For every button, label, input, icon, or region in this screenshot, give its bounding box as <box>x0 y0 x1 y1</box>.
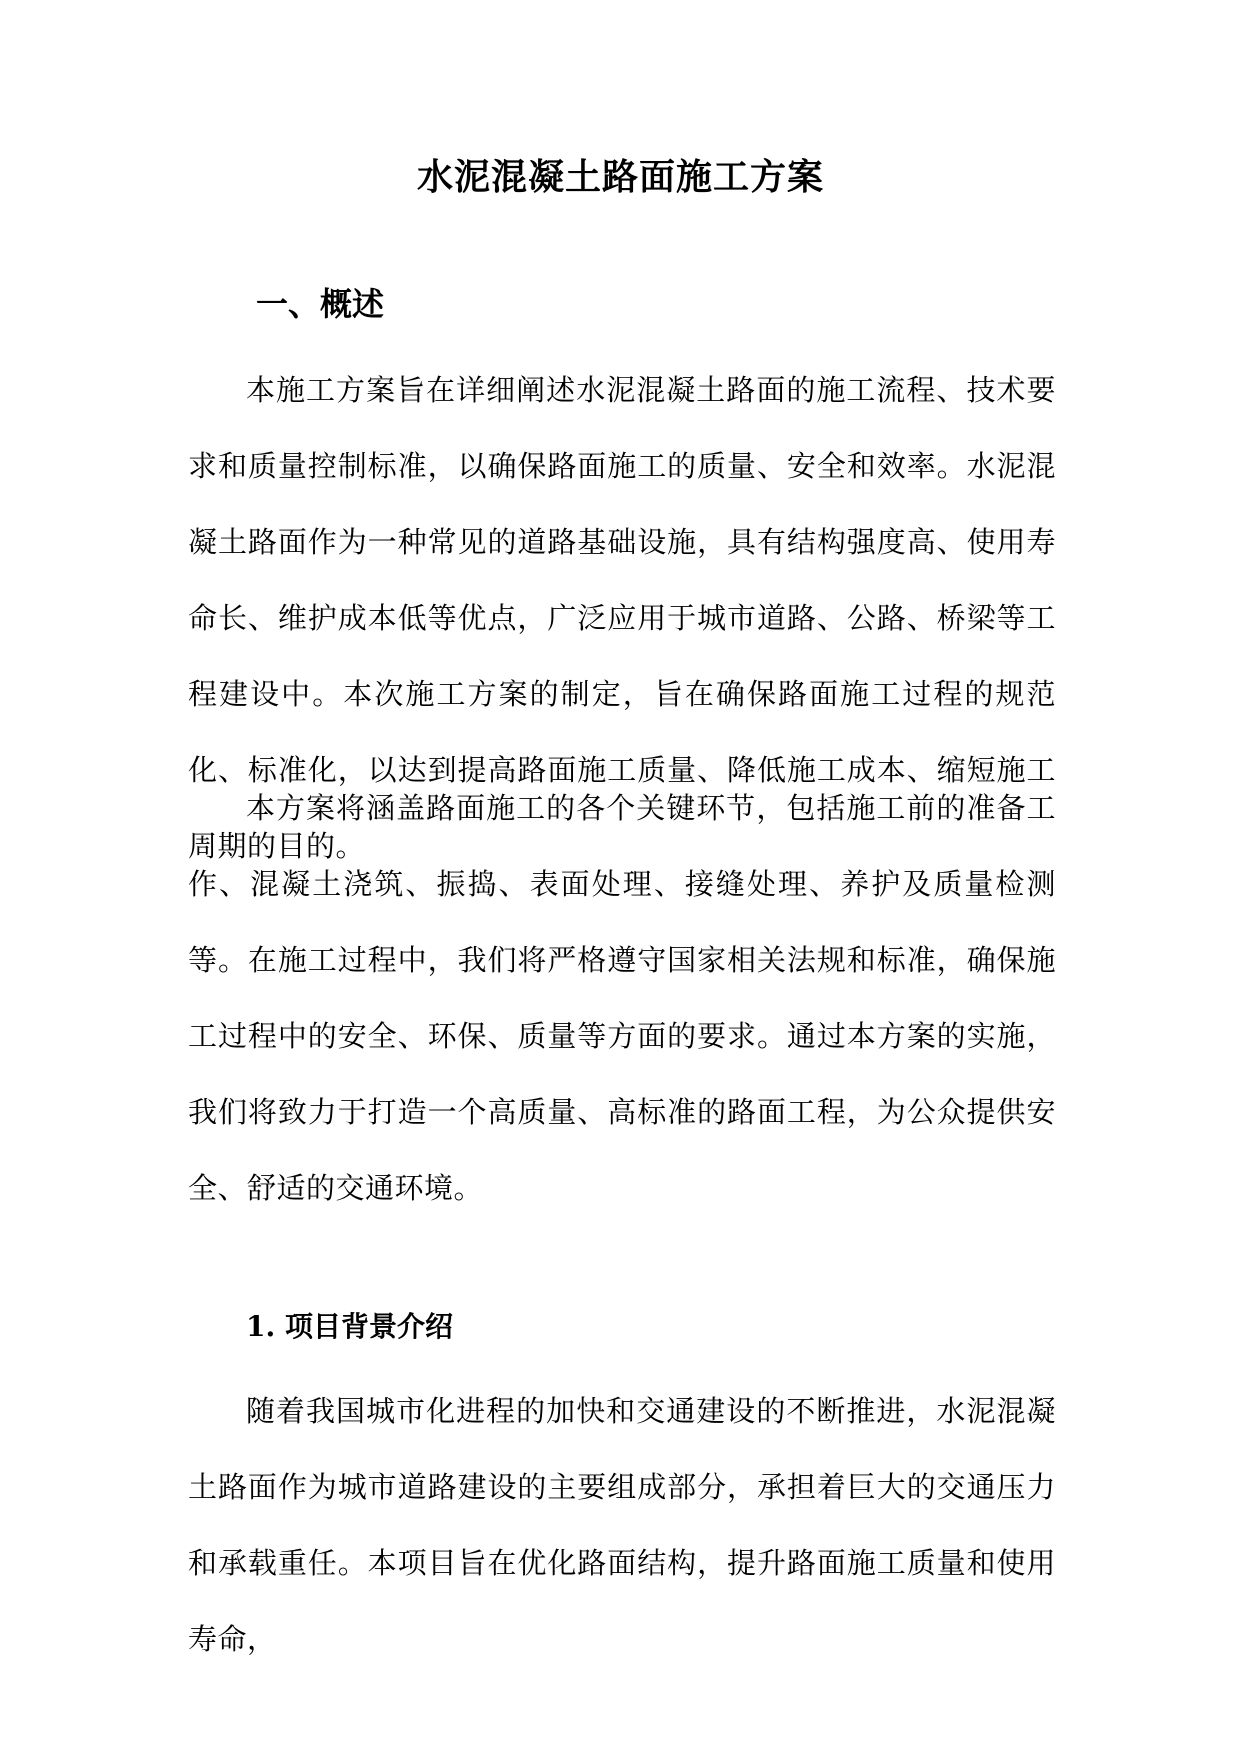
overview-paragraph-1: 本施工方案旨在详细阐述水泥混凝土路面的施工流程、技术要求和质量控制标准，以确保路面施工的质量、安全和效率。水泥混凝土路面作为一种常见的道路基础设施，具有结构强度高、使用寿命长、维护成本低等优点，广泛应用于城市道路、公路、桥梁等工程建设中。本次施工方案的制定，旨在确保路面施工过程的规范化、标准化，以达到提高路面施工质量、降低施工成本、缩短施工周期的目的。 <box>188 373 1056 863</box>
project-background-paragraph-1: 随着我国城市化进程的加快和交通建设的不断推进，水泥混凝土路面作为城市道路建设的主要组成部分，承担着巨大的交通压力和承载重任。本项目旨在优化路面结构，提升路面施工质量和使用寿命， <box>188 1394 1056 1656</box>
subsection-heading-project-background: 1. 项目背景介绍 <box>246 1310 453 1343</box>
overview-paragraph-2: 本方案将涵盖路面施工的各个关键环节，包括施工前的准备工作、混凝土浇筑、振捣、表面处理、接缝处理、养护及质量检测等。在施工过程中，我们将严格遵守国家相关法规和标准，确保施工过程中的安全、环保、质量等方面的要求。通过本方案的实施，我们将致力于打造一个高质量、高标准的路面工程，为公众提供安全、舒适的交通环境。 <box>188 791 1056 1205</box>
document-title: 水泥混凝土路面施工方案 <box>416 156 824 198</box>
section-heading-overview: 一、概述 <box>256 285 385 323</box>
